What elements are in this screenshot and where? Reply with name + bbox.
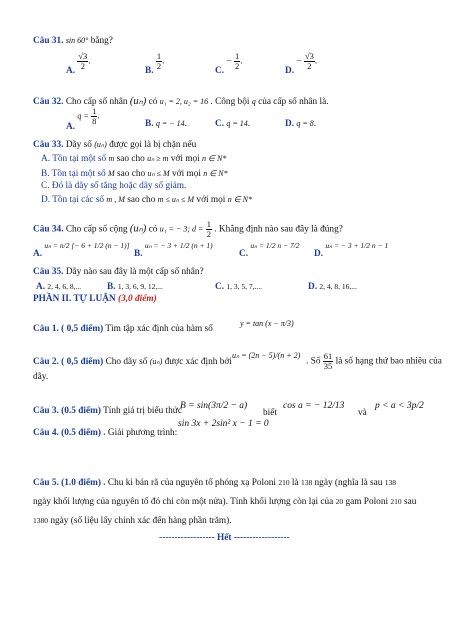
q33-option-c[interactable]: C. Đó là dãy số tăng hoặc dãy số giảm. — [41, 181, 187, 191]
c5-label: Câu 5. (1.0 điểm) . — [33, 478, 106, 488]
q31-option-a[interactable]: A. $\frac{√3}{2}$ . — [66, 51, 91, 76]
c2-tail: dãy. — [33, 372, 49, 382]
part2-heading: PHẦN II. TỰ LUẬN (3,0 điểm) — [33, 294, 157, 304]
q35-label: Câu 35. — [33, 267, 64, 277]
q33-label: Câu 33. — [33, 140, 64, 150]
q33-option-d[interactable]: D. Tồn tại các số m , M sao cho m ≤ uₙ ≤ M với mọi n ∈ N* — [41, 195, 252, 205]
q32-seq: (uₙ) — [129, 96, 147, 107]
q34-option-d[interactable]: D. uₙ = − 3 + 1/2 n − 1 — [314, 241, 389, 259]
q31-option-c[interactable]: C. − $\frac{1}{2}$ . — [215, 51, 243, 76]
c3-label: Câu 3. (0.5 điểm) — [33, 406, 101, 416]
q35-option-d[interactable]: D. 2, 4, 8, 16,... — [308, 282, 357, 292]
q33-option-a[interactable]: A. Tồn tại một số m sao cho uₙ ≥ m với mọi n ∈ N* — [41, 154, 227, 164]
q32-cond: u₁ = 2, u₂ = 16 — [159, 97, 209, 106]
end-marker: ------------------ Hết ------------------ — [159, 533, 290, 543]
c1-expr: y = tan (x − π/3) — [240, 319, 294, 328]
c3-cond2: p < a < 3p/2 — [375, 401, 424, 411]
c1-label: Câu 1. ( 0,5 điểm) — [33, 324, 104, 334]
q32-option-d[interactable]: D. q = 8. — [285, 119, 317, 129]
q34-option-b[interactable]: B. uₙ = − 3 + 1/2 (n + 1) — [134, 241, 213, 259]
q35-option-c[interactable]: C. 1, 3, 5, 7,.... — [215, 282, 262, 292]
c4-expr: sin 3x + 2sin² x − 1 = 0 — [178, 419, 269, 429]
q33-option-b[interactable]: B. Tồn tại một số M sao cho uₙ ≤ M với mọi n ∈ N* — [41, 169, 228, 179]
q35-option-b[interactable]: B. 1, 3, 6, 9, 12,... — [107, 282, 163, 292]
q32-label: Câu 32. — [33, 97, 64, 107]
q34-label: Câu 34. — [33, 224, 64, 235]
q34-option-a[interactable]: A. uₙ = n/2 [− 6 + 1/2 (n − 1)] — [33, 241, 130, 259]
c3-cond1: cos a = − 12/13 — [283, 401, 345, 411]
q32-option-b[interactable]: B. q = − 14. — [145, 119, 187, 129]
q34-option-c[interactable]: C. uₙ = 1/2 n − 7/2 — [239, 241, 300, 259]
q35-option-a[interactable]: A. 2, 4, 6, 8,... — [36, 282, 82, 292]
q31-expr: sin 60° — [65, 36, 89, 45]
c2-expr: uₙ = (2n − 5)/(n + 2) — [232, 351, 301, 360]
q31-option-d[interactable]: D. − $\frac{√3}{2}$ . — [285, 51, 318, 76]
q31-option-b[interactable]: B. $\frac{1}{2}$ . — [145, 51, 165, 76]
q32-option-c[interactable]: C. q = 14. — [215, 119, 251, 129]
c4-label: Câu 4. (0.5 điểm) . — [33, 428, 106, 438]
q32-option-a[interactable]: A. q = $\frac{1}{8}$ . — [66, 106, 100, 132]
q31-tail: bằng? — [90, 36, 113, 46]
c3-expr: B = sin(3π/2 − a) — [180, 401, 248, 411]
q31-label: Câu 31. — [33, 36, 64, 46]
c2-label: Câu 2. ( 0,5 điểm) — [33, 357, 104, 367]
